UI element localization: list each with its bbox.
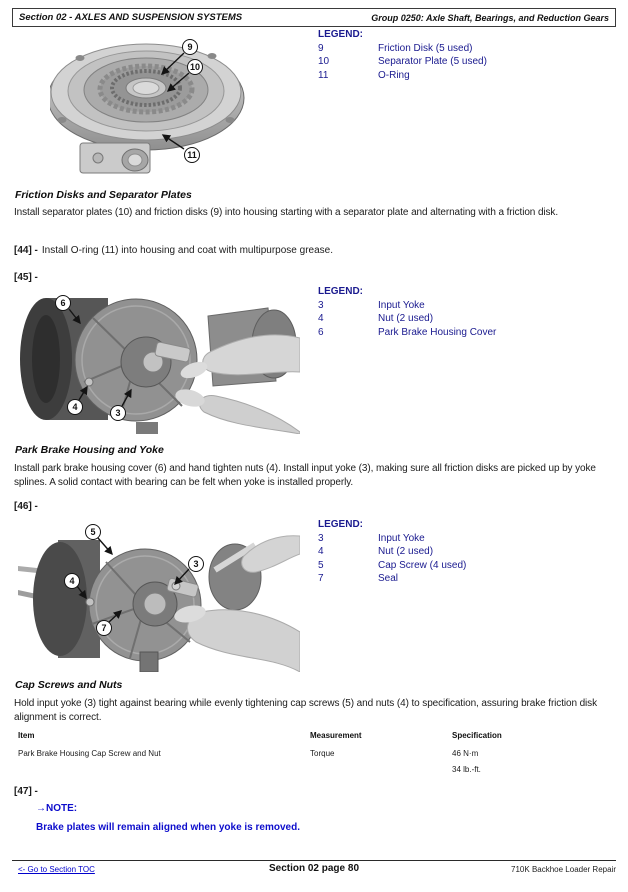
friction-disk-housing-graphic xyxy=(50,36,305,178)
callout-4b-number: 4 xyxy=(69,576,75,586)
callout-9 xyxy=(182,39,198,55)
section-heading-park-brake: Park Brake Housing and Yoke xyxy=(15,444,164,456)
cap-screw-tightening-graphic xyxy=(18,514,300,672)
step-46-label: [46] - xyxy=(14,501,38,512)
legend-title: LEGEND: xyxy=(318,29,363,40)
legend-row xyxy=(318,545,466,558)
step-46 xyxy=(14,501,42,512)
legend-label: Friction Disk (5 used) xyxy=(378,43,473,55)
legend-key: 4 xyxy=(318,313,324,325)
legend-key: 5 xyxy=(318,559,324,571)
callout-7-number: 7 xyxy=(101,623,107,633)
spec-table-cell-item: Park Brake Housing Cap Screw and Nut xyxy=(18,749,161,758)
page-header xyxy=(12,8,616,27)
footer-page-number: Section 02 page 80 xyxy=(268,863,360,874)
callout-4b xyxy=(64,573,80,589)
step-44-label: [44] - xyxy=(14,245,38,256)
spec-table-header-item: Item xyxy=(18,731,35,740)
footer-divider xyxy=(12,860,616,861)
callout-5 xyxy=(85,524,101,540)
legend-title: LEGEND: xyxy=(318,519,363,530)
legend-key: 10 xyxy=(318,56,330,68)
legend-row xyxy=(318,55,487,68)
callout-4 xyxy=(67,399,83,415)
step-47-label: [47] - xyxy=(14,786,38,797)
legend-key: 9 xyxy=(318,43,324,55)
step-45-label: [45] - xyxy=(14,272,38,283)
spec-table-cell-spec-imperial: 34 lb.-ft. xyxy=(452,765,481,774)
section-body-cap-screws: Hold input yoke (3) tight against bearing while evenly tightening cap screws (5) and nuts (4) to specification, assuring brake friction disk alignment is correct. xyxy=(14,698,597,723)
legend-label: Nut (2 used) xyxy=(378,546,434,558)
legend-label: Seal xyxy=(378,572,399,584)
callout-11 xyxy=(184,147,200,163)
callout-9-number: 9 xyxy=(187,42,193,52)
legend-friction-disks xyxy=(318,28,487,82)
callout-5-number: 5 xyxy=(90,527,96,537)
legend-title: LEGEND: xyxy=(318,286,363,297)
legend-row xyxy=(318,532,466,545)
legend-label: Separator Plate (5 used) xyxy=(378,56,487,68)
legend-key: 4 xyxy=(318,546,324,558)
callout-4-number: 4 xyxy=(72,402,78,412)
legend-row xyxy=(318,559,466,572)
section-body-friction-disks: Install separator plates (10) and friction disks (9) into housing starting with a separator plate and alternating with a friction disk. xyxy=(14,207,559,218)
figure-cap-screws xyxy=(18,514,300,672)
header-group-title: Group 0250: Axle Shaft, Bearings, and Reduction Gears xyxy=(371,12,609,23)
legend-park-brake-housing xyxy=(318,285,496,339)
callout-3-number: 3 xyxy=(115,408,121,418)
callout-10 xyxy=(187,59,203,75)
callout-11-number: 11 xyxy=(187,150,197,160)
step-44-text: Install O-ring (11) into housing and coat with multipurpose grease. xyxy=(41,245,333,256)
spec-table-header-specification: Specification xyxy=(452,731,502,740)
legend-key: 3 xyxy=(318,300,324,312)
go-to-section-toc-link[interactable]: <- Go to Section TOC xyxy=(18,865,95,874)
legend-row xyxy=(318,299,496,312)
section-body-park-brake: Install park brake housing cover (6) and hand tighten nuts (4). Install input yoke (3), making sure all friction disks are picked up by yoke splines. A solid contact with bearing can be felt when yoke is installed properly. xyxy=(14,463,596,488)
footer-manual-title: 710K Backhoe Loader Repair xyxy=(511,865,616,874)
callout-3b-number: 3 xyxy=(193,559,199,569)
legend-label: Input Yoke xyxy=(378,533,425,545)
step-47 xyxy=(14,786,42,797)
legend-row xyxy=(318,326,496,339)
legend-row xyxy=(318,69,487,82)
legend-key: 3 xyxy=(318,533,324,545)
callout-6-number: 6 xyxy=(60,298,66,308)
callout-10-number: 10 xyxy=(189,62,200,72)
spec-table-header-measurement: Measurement xyxy=(310,731,362,740)
legend-key: 6 xyxy=(318,326,324,338)
step-45 xyxy=(14,272,42,283)
legend-row xyxy=(318,572,466,585)
legend-label: Cap Screw (4 used) xyxy=(378,559,467,571)
legend-label: Park Brake Housing Cover xyxy=(378,326,497,338)
legend-label: Input Yoke xyxy=(378,300,425,312)
legend-label: Nut (2 used) xyxy=(378,313,434,325)
note-text: Brake plates will remain aligned when yoke is removed. xyxy=(36,822,300,833)
section-heading-cap-screws: Cap Screws and Nuts xyxy=(15,679,123,691)
callout-7 xyxy=(96,620,112,636)
header-section-title: Section 02 - AXLES AND SUSPENSION SYSTEMS xyxy=(19,12,243,23)
legend-label: O-Ring xyxy=(378,69,410,81)
legend-cap-screws xyxy=(318,518,466,585)
spec-table-cell-measurement: Torque xyxy=(310,749,335,758)
legend-row xyxy=(318,42,487,55)
step-44 xyxy=(14,245,333,256)
legend-key: 11 xyxy=(318,69,329,81)
spec-table-cell-spec-metric: 46 N·m xyxy=(452,749,479,758)
callout-6 xyxy=(55,295,71,311)
note-title: →NOTE: xyxy=(36,803,78,814)
callout-3b xyxy=(188,556,204,572)
legend-key: 7 xyxy=(318,572,324,584)
callout-3 xyxy=(110,405,126,421)
figure-friction-disk-housing xyxy=(50,36,305,178)
legend-row xyxy=(318,312,496,325)
section-heading-friction-disks: Friction Disks and Separator Plates xyxy=(15,189,192,201)
